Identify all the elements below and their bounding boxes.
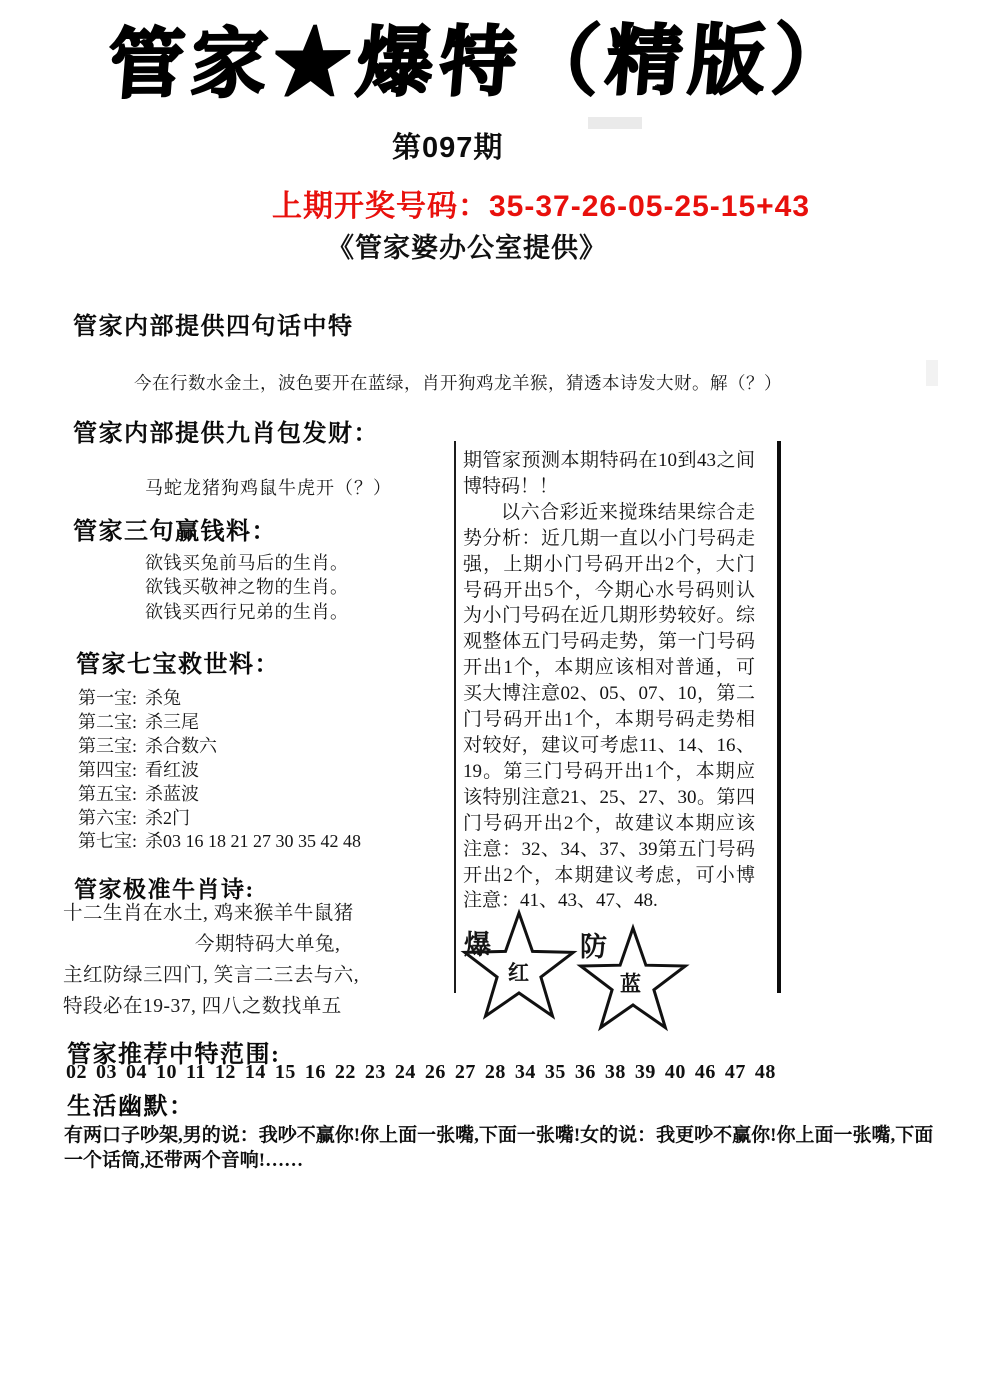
guard-label: 防: [580, 932, 607, 962]
treasure-label: 第五宝:: [78, 783, 138, 804]
three-sentence-line: 欲钱买敬神之物的生肖。: [145, 577, 349, 598]
treasure-label: 第四宝:: [78, 759, 138, 780]
zodiac-poem-line: 十二生肖在水土, 鸡来猴羊牛鼠猪: [63, 903, 354, 924]
nine-zodiac-content: 马蛇龙猪狗鸡鼠牛虎开（？）: [145, 478, 392, 498]
treasure-row: [78, 807, 361, 831]
treasure-value: 杀蓝波: [145, 783, 199, 804]
three-sentence-line: 欲钱买兔前马后的生肖。: [145, 553, 349, 573]
prediction-body: 以六合彩近来搅珠结果综合走势分析：近几期一直以小门号码走强，上期小门号码开出2个，大门号码开出5个，今期心水号码则认为小门号码在近几期形势较好。综观整体五门号码走势，第一门号码开出1个，本期应该相对普通，可买大博注意02、05、07、10，第二门号码开出1个，本期号码走势相对较好，建议可考虑11、14、16、19。第三门号码开出1个，本期应该特别注意21、25、27、30。第四门号码开出2个，故建议本期应该注意：32、34、37、39第五门号码开出2个，本期建议考虑，可小博注意：41、43、47、48.: [463, 501, 755, 912]
humor-text: 有两口子吵架,男的说：我吵不赢你!你上面一张嘴,下面一张嘴!女的说：我更吵不赢你!你上面一张嘴,下面一个话筒,还带两个音响!……: [64, 1125, 934, 1171]
star-badges: [456, 903, 706, 1053]
treasure-value: 杀兔: [145, 688, 181, 708]
last-draw-numbers: 上期开奖号码：35-37-26-05-25-15+43: [272, 190, 811, 223]
treasure-value: 杀三尾: [145, 711, 199, 732]
heading-humor: 生活幽默：: [67, 1094, 195, 1120]
treasure-value: 看红波: [145, 759, 199, 780]
heading-seven-treasures: 管家七宝救世料：: [76, 652, 280, 678]
treasure-row: [78, 783, 361, 807]
three-sentence-lines: [145, 551, 349, 624]
prediction-lead: 期管家预测本期特码在10到43之间博特码！！: [463, 450, 755, 497]
issue-number: 第097期: [392, 132, 504, 164]
heading-recommend-range: 管家推荐中特范围:: [67, 1042, 281, 1068]
four-sentence-poem: 今在行数水金土，波色要开在蓝绿，肖开狗鸡龙羊猴，猜透本诗发大财。解（？）: [134, 373, 782, 393]
scan-artifact: [926, 360, 938, 386]
treasure-row: [78, 687, 361, 711]
zodiac-poem-line: 特段必在19-37, 四八之数找单五: [63, 996, 342, 1017]
scan-artifact: [588, 117, 642, 129]
recommend-numbers: 02 03 04 10 11 12 14 15 16 22 23 24 26 27 28 34 35 36 38 39 40 46 47 48: [66, 1061, 776, 1083]
treasure-value: 杀合数六: [145, 735, 217, 756]
blue-star-text: 蓝: [620, 972, 641, 996]
zodiac-poem-lines: [63, 898, 359, 1022]
zodiac-poem-line: 主红防绿三四门, 笑言二三去与六,: [63, 965, 360, 986]
treasure-label: 第一宝:: [78, 688, 138, 708]
page-title: 管家★爆特（精版）: [104, 18, 859, 108]
zodiac-poem-line: 今期特码大单兔,: [195, 934, 341, 955]
provider-line: 《管家婆办公室提供》: [327, 233, 607, 263]
treasure-row: [78, 711, 361, 735]
red-star-text: 红: [508, 961, 529, 985]
treasure-value: 杀2门: [145, 807, 190, 828]
heading-four-sentence: 管家内部提供四句话中特: [73, 314, 354, 340]
treasure-row: [78, 735, 361, 759]
treasure-label: 第六宝:: [78, 807, 138, 828]
treasure-label: 第三宝:: [78, 735, 138, 756]
burst-label: 爆: [464, 930, 491, 960]
treasure-row: [78, 759, 361, 783]
seven-treasures-list: [78, 687, 361, 854]
heading-zodiac-poem: 管家极准牛肖诗:: [74, 877, 255, 902]
treasure-value: 杀03 16 18 21 27 30 35 42 48: [145, 831, 361, 852]
heading-nine-zodiac: 管家内部提供九肖包发财：: [73, 421, 379, 447]
treasure-label: 第七宝:: [78, 831, 138, 852]
treasure-label: 第二宝:: [78, 711, 138, 732]
treasure-row: [78, 830, 361, 854]
heading-three-sentence: 管家三句赢钱料：: [73, 519, 277, 545]
three-sentence-line: 欲钱买西行兄弟的生肖。: [145, 601, 349, 622]
